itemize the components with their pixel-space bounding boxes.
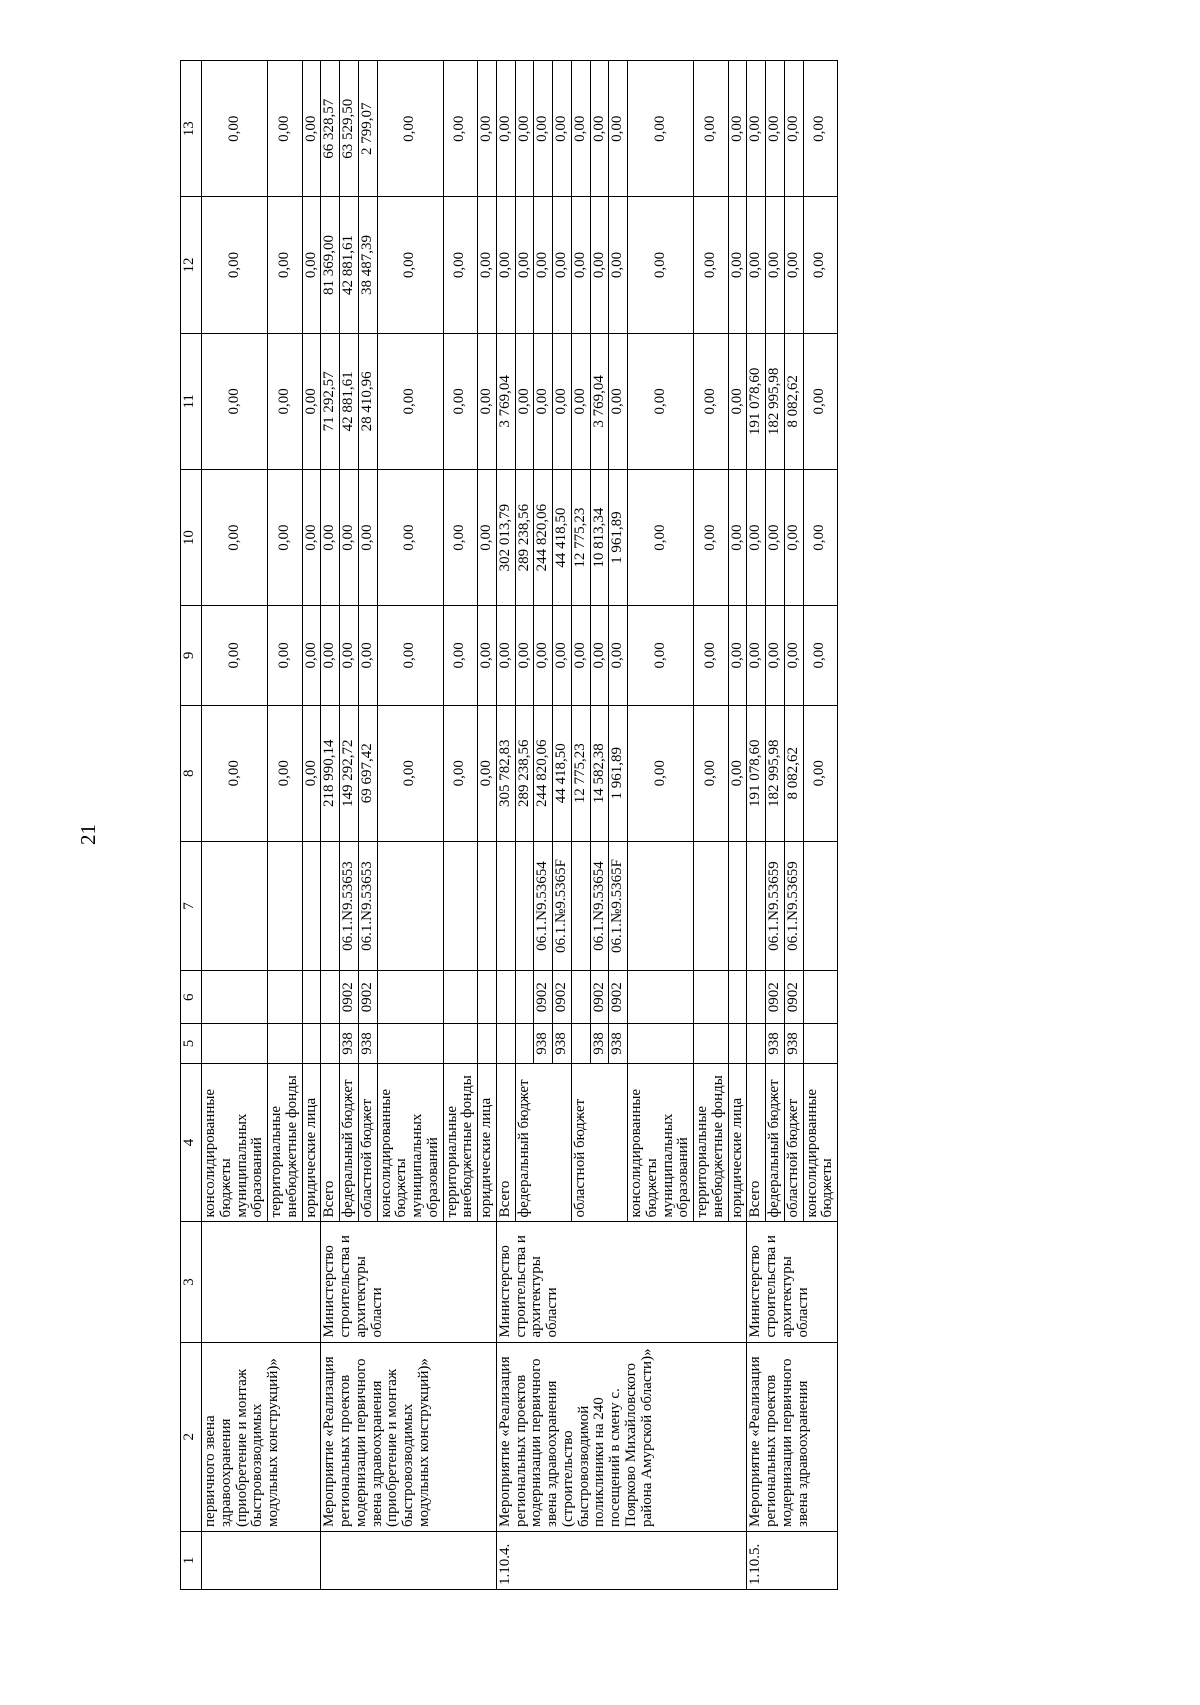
- value-cell: 14 582,38: [590, 705, 609, 841]
- value-cell: 182 995,98: [766, 705, 785, 841]
- value-cell: 0,00: [803, 606, 838, 705]
- target-article-cell: [728, 841, 747, 970]
- value-cell: 0,00: [553, 606, 572, 705]
- value-cell: 0,00: [553, 197, 572, 333]
- funding-source-cell: территориальные внебюджетные фонды: [443, 1063, 478, 1222]
- value-cell: 0,00: [302, 469, 321, 605]
- value-cell: 0,00: [803, 197, 838, 333]
- target-article-cell: [443, 841, 478, 970]
- value-cell: 0,00: [803, 333, 838, 469]
- section-cell: [803, 971, 838, 1024]
- target-article-cell: [628, 841, 694, 970]
- funding-source-cell: юридические лица: [302, 1063, 321, 1222]
- value-cell: 0,00: [571, 61, 590, 197]
- value-cell: 0,00: [515, 197, 534, 333]
- value-cell: 63 529,50: [340, 61, 359, 197]
- value-cell: 0,00: [202, 705, 268, 841]
- target-article-cell: [694, 841, 729, 970]
- value-cell: 0,00: [747, 606, 766, 705]
- section-cell: [302, 971, 321, 1024]
- value-cell: 0,00: [784, 606, 803, 705]
- target-article-cell: [747, 841, 766, 970]
- value-cell: 0,00: [534, 61, 553, 197]
- value-cell: 0,00: [302, 705, 321, 841]
- value-cell: 149 292,72: [340, 705, 359, 841]
- section-cell: [268, 971, 303, 1024]
- column-header: 3: [181, 1222, 202, 1342]
- value-cell: 0,00: [803, 61, 838, 197]
- item-number-cell: 1.10.4.: [496, 1531, 747, 1589]
- measure-name-cell: Мероприятие «Реализация региональных проектов модернизации первичного звена здравоохранения (строительство быстровозводимой поликлиники на 240 посещений в смену с. Поярково Михайловского района Амурской области)»: [496, 1342, 747, 1531]
- section-cell: [321, 971, 340, 1024]
- section-cell: 0902: [340, 971, 359, 1024]
- value-cell: 0,00: [478, 606, 497, 705]
- value-cell: 0,00: [766, 61, 785, 197]
- target-article-cell: [803, 841, 838, 970]
- funding-source-cell: консолидированные бюджеты муниципальных образований: [377, 1063, 443, 1222]
- grbs-cell: [571, 1024, 590, 1063]
- value-cell: 0,00: [515, 61, 534, 197]
- value-cell: 0,00: [628, 197, 694, 333]
- column-header: 9: [181, 606, 202, 705]
- value-cell: 0,00: [302, 606, 321, 705]
- grbs-cell: 938: [766, 1024, 785, 1063]
- target-article-cell: [478, 841, 497, 970]
- column-header: 2: [181, 1342, 202, 1531]
- value-cell: 0,00: [628, 606, 694, 705]
- value-cell: 0,00: [358, 469, 377, 605]
- value-cell: 0,00: [268, 61, 303, 197]
- grbs-cell: 938: [358, 1024, 377, 1063]
- grbs-cell: [478, 1024, 497, 1063]
- section-cell: [496, 971, 515, 1024]
- section-cell: [571, 971, 590, 1024]
- funding-source-cell: областной бюджет: [358, 1063, 377, 1222]
- funding-source-cell: территориальные внебюджетные фонды: [694, 1063, 729, 1222]
- section-cell: [628, 971, 694, 1024]
- value-cell: 42 881,61: [340, 333, 359, 469]
- section-cell: 0902: [534, 971, 553, 1024]
- item-number-cell: [202, 1531, 321, 1589]
- value-cell: 0,00: [609, 606, 628, 705]
- target-article-cell: [202, 841, 268, 970]
- measure-name-cell: первичного звена здравоохранения (приобретение и монтаж быстровозводимых модульных конструкций)»: [202, 1342, 321, 1531]
- value-cell: 10 813,34: [590, 469, 609, 605]
- value-cell: 12 775,23: [571, 469, 590, 605]
- value-cell: 0,00: [321, 469, 340, 605]
- value-cell: 289 238,56: [515, 469, 534, 605]
- value-cell: 0,00: [628, 61, 694, 197]
- grbs-cell: 938: [553, 1024, 572, 1063]
- section-cell: [747, 971, 766, 1024]
- value-cell: 0,00: [784, 469, 803, 605]
- value-cell: 0,00: [784, 197, 803, 333]
- funding-source-cell: юридические лица: [728, 1063, 747, 1222]
- table-row: [202, 61, 268, 1590]
- value-cell: 0,00: [478, 705, 497, 841]
- value-cell: 0,00: [268, 197, 303, 333]
- column-header: 1: [181, 1531, 202, 1589]
- grbs-cell: 938: [340, 1024, 359, 1063]
- value-cell: 0,00: [302, 61, 321, 197]
- value-cell: 182 995,98: [766, 333, 785, 469]
- funding-source-cell: Всего: [496, 1063, 515, 1222]
- value-cell: 0,00: [478, 333, 497, 469]
- value-cell: 81 369,00: [321, 197, 340, 333]
- value-cell: 3 769,04: [590, 333, 609, 469]
- value-cell: 0,00: [628, 469, 694, 605]
- value-cell: 0,00: [747, 469, 766, 605]
- value-cell: 0,00: [747, 61, 766, 197]
- value-cell: 0,00: [268, 705, 303, 841]
- value-cell: 0,00: [728, 333, 747, 469]
- value-cell: 0,00: [571, 606, 590, 705]
- value-cell: 0,00: [628, 333, 694, 469]
- section-cell: 0902: [766, 971, 785, 1024]
- section-cell: [377, 971, 443, 1024]
- value-cell: 0,00: [496, 61, 515, 197]
- funding-source-cell: областной бюджет: [784, 1063, 803, 1222]
- value-cell: 2 799,07: [358, 61, 377, 197]
- target-article-cell: [515, 841, 534, 970]
- value-cell: 0,00: [377, 197, 443, 333]
- section-cell: [694, 971, 729, 1024]
- value-cell: 0,00: [590, 197, 609, 333]
- funding-source-cell: федеральный бюджет: [340, 1063, 359, 1222]
- value-cell: 0,00: [803, 705, 838, 841]
- value-cell: 66 328,57: [321, 61, 340, 197]
- column-header: 10: [181, 469, 202, 605]
- value-cell: 302 013,79: [496, 469, 515, 605]
- target-article-cell: [571, 841, 590, 970]
- value-cell: 0,00: [534, 333, 553, 469]
- value-cell: 0,00: [340, 606, 359, 705]
- section-cell: [515, 971, 534, 1024]
- target-article-cell: [377, 841, 443, 970]
- value-cell: 44 418,50: [553, 469, 572, 605]
- funding-table: [180, 60, 838, 1590]
- section-cell: 0902: [609, 971, 628, 1024]
- grbs-cell: [728, 1024, 747, 1063]
- value-cell: 0,00: [443, 61, 478, 197]
- value-cell: 0,00: [358, 606, 377, 705]
- value-cell: 3 769,04: [496, 333, 515, 469]
- value-cell: 0,00: [694, 705, 729, 841]
- funding-source-cell: Всего: [321, 1063, 340, 1222]
- grbs-cell: [268, 1024, 303, 1063]
- value-cell: 44 418,50: [553, 705, 572, 841]
- grbs-cell: [628, 1024, 694, 1063]
- target-article-cell: 06.1.N9.53653: [340, 841, 359, 970]
- grbs-cell: 938: [534, 1024, 553, 1063]
- value-cell: 0,00: [478, 61, 497, 197]
- value-cell: 218 990,14: [321, 705, 340, 841]
- grbs-cell: [443, 1024, 478, 1063]
- value-cell: 0,00: [609, 61, 628, 197]
- value-cell: 0,00: [728, 705, 747, 841]
- value-cell: 289 238,56: [515, 705, 534, 841]
- value-cell: 0,00: [728, 197, 747, 333]
- funding-source-cell: областной бюджет: [571, 1063, 627, 1222]
- measure-name-cell: Мероприятие «Реализация региональных проектов модернизации первичного звена здравоохранения: [747, 1342, 838, 1531]
- value-cell: 0,00: [377, 333, 443, 469]
- value-cell: 0,00: [496, 606, 515, 705]
- section-cell: [202, 971, 268, 1024]
- value-cell: 0,00: [728, 61, 747, 197]
- value-cell: 0,00: [443, 469, 478, 605]
- value-cell: 0,00: [803, 469, 838, 605]
- page-number: 21: [76, 824, 100, 845]
- funding-source-cell: консолидированные бюджеты: [803, 1063, 838, 1222]
- target-article-cell: 06.1.N9.53659: [766, 841, 785, 970]
- grbs-cell: [302, 1024, 321, 1063]
- table-row: [747, 61, 766, 1590]
- target-article-cell: 06.1.№9.5365F: [553, 841, 572, 970]
- target-article-cell: 06.1.N9.53653: [358, 841, 377, 970]
- value-cell: 0,00: [534, 606, 553, 705]
- grbs-cell: [496, 1024, 515, 1063]
- value-cell: 0,00: [784, 61, 803, 197]
- value-cell: 0,00: [268, 606, 303, 705]
- funding-source-cell: консолидированные бюджеты муниципальных образований: [628, 1063, 694, 1222]
- value-cell: 0,00: [377, 61, 443, 197]
- column-header: 13: [181, 61, 202, 197]
- item-number-cell: [321, 1531, 497, 1589]
- target-article-cell: 06.1.№9.5365F: [609, 841, 628, 970]
- value-cell: 0,00: [268, 333, 303, 469]
- value-cell: 0,00: [694, 61, 729, 197]
- value-cell: 0,00: [443, 606, 478, 705]
- target-article-cell: 06.1.N9.53659: [784, 841, 803, 970]
- value-cell: 0,00: [202, 197, 268, 333]
- grbs-cell: 938: [784, 1024, 803, 1063]
- item-number-cell: 1.10.5.: [747, 1531, 838, 1589]
- executor-cell: Министерство строительства и архитектуры области: [496, 1222, 747, 1342]
- target-article-cell: [268, 841, 303, 970]
- value-cell: 0,00: [553, 333, 572, 469]
- target-article-cell: [321, 841, 340, 970]
- table-row: [321, 61, 340, 1590]
- value-cell: 0,00: [590, 61, 609, 197]
- grbs-cell: [377, 1024, 443, 1063]
- grbs-cell: [321, 1024, 340, 1063]
- value-cell: 0,00: [515, 333, 534, 469]
- section-cell: [728, 971, 747, 1024]
- section-cell: 0902: [358, 971, 377, 1024]
- target-article-cell: 06.1.N9.53654: [534, 841, 553, 970]
- value-cell: 0,00: [694, 469, 729, 605]
- value-cell: 8 082,62: [784, 705, 803, 841]
- table-row: [496, 61, 515, 1590]
- funding-source-cell: территориальные внебюджетные фонды: [268, 1063, 303, 1222]
- section-cell: [478, 971, 497, 1024]
- value-cell: 244 820,06: [534, 705, 553, 841]
- value-cell: 0,00: [728, 469, 747, 605]
- column-header-row: [181, 61, 202, 1590]
- value-cell: 38 487,39: [358, 197, 377, 333]
- value-cell: 244 820,06: [534, 469, 553, 605]
- column-header: 4: [181, 1063, 202, 1222]
- executor-cell: Министерство строительства и архитектуры области: [747, 1222, 838, 1342]
- value-cell: 0,00: [202, 333, 268, 469]
- funding-source-cell: федеральный бюджет: [515, 1063, 571, 1222]
- value-cell: 191 078,60: [747, 705, 766, 841]
- value-cell: 0,00: [268, 469, 303, 605]
- value-cell: 0,00: [571, 333, 590, 469]
- value-cell: 8 082,62: [784, 333, 803, 469]
- value-cell: 0,00: [766, 197, 785, 333]
- value-cell: 0,00: [747, 197, 766, 333]
- value-cell: 0,00: [590, 606, 609, 705]
- value-cell: 0,00: [609, 197, 628, 333]
- value-cell: 0,00: [478, 197, 497, 333]
- value-cell: 0,00: [377, 606, 443, 705]
- grbs-cell: [202, 1024, 268, 1063]
- value-cell: 0,00: [202, 469, 268, 605]
- value-cell: 1 961,89: [609, 469, 628, 605]
- value-cell: 42 881,61: [340, 197, 359, 333]
- value-cell: 0,00: [571, 197, 590, 333]
- value-cell: 12 775,23: [571, 705, 590, 841]
- grbs-cell: [747, 1024, 766, 1063]
- column-header: 8: [181, 705, 202, 841]
- value-cell: 0,00: [609, 333, 628, 469]
- value-cell: 0,00: [515, 606, 534, 705]
- measure-name-cell: Мероприятие «Реализация региональных проектов модернизации первичного звена здравоохранения (приобретение и монтаж быстровозводимых модульных конструкций)»: [321, 1342, 497, 1531]
- grbs-cell: 938: [590, 1024, 609, 1063]
- value-cell: 0,00: [443, 333, 478, 469]
- column-header: 11: [181, 333, 202, 469]
- target-article-cell: [496, 841, 515, 970]
- funding-source-cell: федеральный бюджет: [766, 1063, 785, 1222]
- grbs-cell: [515, 1024, 534, 1063]
- value-cell: 305 782,83: [496, 705, 515, 841]
- rotated-page-content: [180, 60, 838, 1590]
- section-cell: 0902: [590, 971, 609, 1024]
- value-cell: 0,00: [728, 606, 747, 705]
- value-cell: 0,00: [478, 469, 497, 605]
- value-cell: 1 961,89: [609, 705, 628, 841]
- value-cell: 0,00: [694, 333, 729, 469]
- column-header: 6: [181, 971, 202, 1024]
- value-cell: 71 292,57: [321, 333, 340, 469]
- value-cell: 0,00: [302, 333, 321, 469]
- section-cell: 0902: [784, 971, 803, 1024]
- grbs-cell: [694, 1024, 729, 1063]
- value-cell: 0,00: [694, 606, 729, 705]
- value-cell: 0,00: [377, 469, 443, 605]
- value-cell: 0,00: [766, 606, 785, 705]
- value-cell: 0,00: [377, 705, 443, 841]
- executor-cell: [202, 1222, 321, 1342]
- column-header: 5: [181, 1024, 202, 1063]
- value-cell: 0,00: [443, 197, 478, 333]
- value-cell: 0,00: [496, 197, 515, 333]
- value-cell: 0,00: [694, 197, 729, 333]
- value-cell: 0,00: [553, 61, 572, 197]
- value-cell: 28 410,96: [358, 333, 377, 469]
- executor-cell: Министерство строительства и архитектуры области: [321, 1222, 497, 1342]
- column-header: 12: [181, 197, 202, 333]
- value-cell: 0,00: [302, 197, 321, 333]
- value-cell: 0,00: [202, 606, 268, 705]
- value-cell: 0,00: [628, 705, 694, 841]
- target-article-cell: [302, 841, 321, 970]
- value-cell: 0,00: [443, 705, 478, 841]
- target-article-cell: 06.1.N9.53654: [590, 841, 609, 970]
- value-cell: 0,00: [534, 197, 553, 333]
- value-cell: 191 078,60: [747, 333, 766, 469]
- grbs-cell: 938: [609, 1024, 628, 1063]
- grbs-cell: [803, 1024, 838, 1063]
- value-cell: 69 697,42: [358, 705, 377, 841]
- value-cell: 0,00: [766, 469, 785, 605]
- funding-source-cell: юридические лица: [478, 1063, 497, 1222]
- funding-source-cell: консолидированные бюджеты муниципальных образований: [202, 1063, 268, 1222]
- value-cell: 0,00: [340, 469, 359, 605]
- funding-source-cell: Всего: [747, 1063, 766, 1222]
- value-cell: 0,00: [202, 61, 268, 197]
- value-cell: 0,00: [321, 606, 340, 705]
- column-header: 7: [181, 841, 202, 970]
- section-cell: [443, 971, 478, 1024]
- section-cell: 0902: [553, 971, 572, 1024]
